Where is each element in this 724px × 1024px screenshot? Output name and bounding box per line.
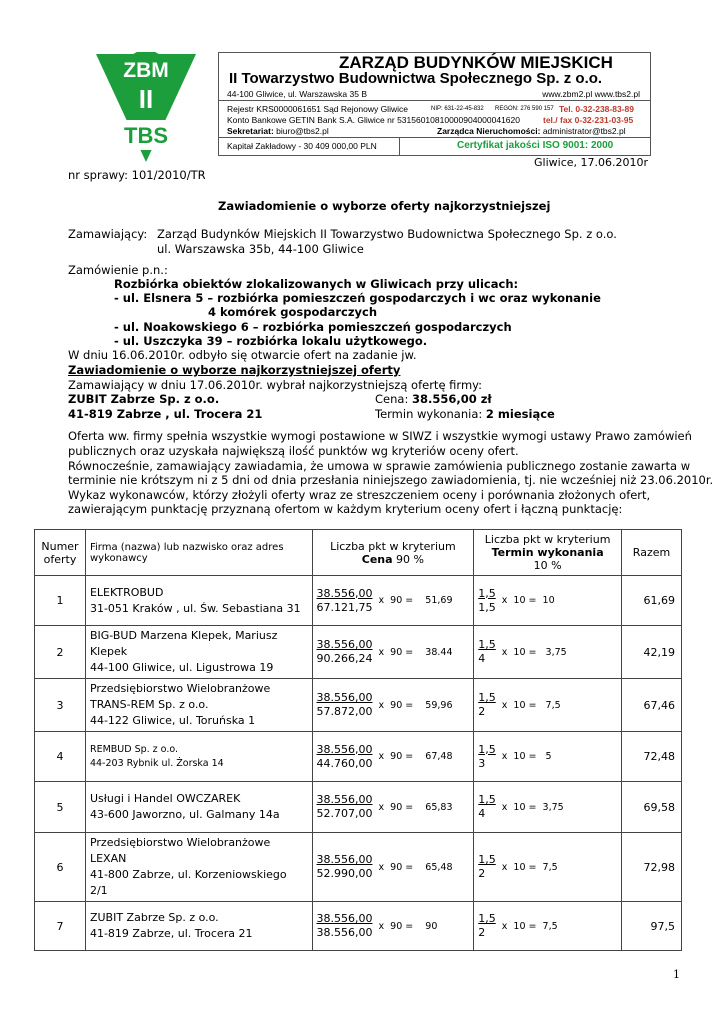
cell-sum: 72,98 <box>622 833 682 902</box>
cell-term-score <box>474 782 622 833</box>
table-row <box>35 833 682 902</box>
table-row <box>35 732 682 782</box>
company-www: www.zbm2.pl www.tbs2.pl <box>542 89 640 99</box>
cell-number: 4 <box>35 732 86 782</box>
ordering-label: Zamawiający: <box>68 227 148 241</box>
paragraph-line-1: Oferta ww. firmy spełnia wszystkie wymogi postawione w SIWZ i wszystkie wymogi ustawy Prawo zamówień <box>68 429 692 443</box>
cell-price-score <box>312 782 474 833</box>
header-firm: Firma (nazwa) lub nazwisko oraz adres wykonawcy <box>85 530 312 576</box>
term-numerator: 1,5 <box>478 691 496 704</box>
price-denominator: 52.707,00 <box>316 807 373 820</box>
cell-term-score <box>474 679 622 732</box>
cell-price-score <box>312 902 474 951</box>
cell-price-score <box>312 732 474 782</box>
price-denominator: 44.760,00 <box>316 756 373 770</box>
cell-sum: 61,69 <box>622 576 682 626</box>
cell-sum: 69,58 <box>622 782 682 833</box>
price-multiplier: x 90 = 59,96 <box>378 699 453 711</box>
cell-price-score <box>312 576 474 626</box>
cell-firm: Usługi i Handel OWCZAREK 43-600 Jaworzno, ul. Galmany 14a <box>85 782 312 833</box>
paragraph-line-2: publicznych oraz uzyskała największą ilość punktów wg kryteriów oceny ofert. <box>68 444 519 458</box>
term-numerator: 1,5 <box>478 912 496 925</box>
term-numerator: 1,5 <box>478 853 496 866</box>
cell-price-score <box>312 626 474 679</box>
price-numerator: 38.556,00 <box>316 638 373 651</box>
term-multiplier: x 10 = 10 <box>501 595 555 606</box>
term-numerator: 1,5 <box>478 742 496 756</box>
offers-table <box>34 529 682 951</box>
term-denominator: 4 <box>478 807 486 820</box>
winner-price: Cena: 38.556,00 zł <box>375 392 492 406</box>
logo-text-zbm: ZBM <box>123 59 169 82</box>
order-label: Zamówienie p.n.: <box>68 263 168 277</box>
rejestr: Rejestr KRS0000061651 Sąd Rejonowy Gliwice <box>227 104 408 114</box>
header-price: Liczba pkt w kryterium Cena 90 % <box>312 530 474 576</box>
paragraph-line-5: Wykaz wykonawców, którzy złożyli oferty wraz ze streszczeniem oceny i porównania złożonych ofert, <box>68 488 651 502</box>
cell-number: 1 <box>35 576 86 626</box>
price-multiplier: x 90 = 67,48 <box>378 751 453 762</box>
term-denominator: 1,5 <box>478 600 496 614</box>
order-line-2: - ul. Elsnera 5 – rozbiórka pomieszczeń gospodarczych i wc oraz wykonanie <box>114 291 601 305</box>
cell-sum: 72,48 <box>622 732 682 782</box>
cell-firm: REMBUD Sp. z o.o. 44-203 Rybnik ul. Żorska 14 <box>85 732 312 782</box>
price-multiplier: x 90 = 65,83 <box>378 801 453 813</box>
price-multiplier: x 90 = 65,48 <box>378 861 453 873</box>
cell-number: 3 <box>35 679 86 732</box>
price-numerator: 38.556,00 <box>316 691 373 704</box>
nip: NIP: 631-22-45-832 <box>431 106 484 112</box>
case-number: nr sprawy: 101/2010/TR <box>68 168 206 182</box>
paragraph-line-6: zawierającym punktację przyznaną ofertom w każdym kryterium oceny ofert i łączną punktację: <box>68 502 623 516</box>
price-numerator: 38.556,00 <box>316 742 373 756</box>
letterhead <box>218 52 651 156</box>
term-multiplier: x 10 = 7,5 <box>501 861 558 873</box>
regon: REGON: 276 590 157 <box>495 106 554 112</box>
page-number: 1 <box>673 968 680 981</box>
winner-address: 41-819 Zabrze , ul. Trocera 21 <box>68 407 263 421</box>
price-numerator: 38.556,00 <box>316 912 373 925</box>
table-row <box>35 782 682 833</box>
price-denominator: 38.556,00 <box>316 926 373 939</box>
price-numerator: 38.556,00 <box>316 586 373 600</box>
company-address: 44-100 Gliwice, ul. Warszawska 35 B <box>227 89 367 99</box>
header-number: Numer oferty <box>35 530 86 576</box>
price-multiplier: x 90 = 51,69 <box>378 595 453 606</box>
winner-name: ZUBIT Zabrze Sp. z o.o. <box>68 392 220 406</box>
cell-term-score <box>474 576 622 626</box>
telfax: tel./ fax 0-32-231-03-95 <box>543 115 634 125</box>
order-line-5: - ul. Uszczyka 39 – rozbiórka lokalu użytkowego. <box>114 334 428 348</box>
cell-number: 5 <box>35 782 86 833</box>
term-numerator: 1,5 <box>478 586 496 600</box>
price-denominator: 52.990,00 <box>316 867 373 880</box>
order-line-1: Rozbiórka obiektów zlokalizowanych w Gliwicach przy ulicach: <box>114 277 519 291</box>
cell-number: 2 <box>35 626 86 679</box>
table-header <box>35 530 682 576</box>
cell-term-score <box>474 833 622 902</box>
term-denominator: 4 <box>478 652 486 665</box>
term-multiplier: x 10 = 3,75 <box>501 646 567 658</box>
cell-number: 6 <box>35 833 86 902</box>
cell-firm: ZUBIT Zabrze Sp. z o.o. 41-819 Zabrze, ul. Trocera 21 <box>85 902 312 951</box>
cell-firm: BIG-BUD Marzena Klepek, Mariusz Klepek 44-100 Gliwice, ul. Ligustrowa 19 <box>85 626 312 679</box>
certificate: Certyfikat jakości ISO 9001: 2000 <box>457 140 614 151</box>
choice-heading: Zawiadomienie o wyborze najkorzystniejszej oferty <box>68 363 401 377</box>
company-subtitle: II Towarzystwo Budownictwa Społecznego Sp. z o.o. <box>229 70 603 87</box>
paragraph-line-3: Równocześnie, zamawiający zawiadamia, że umowa w sprawie zamówienia publicznego zostanie zawarta w <box>68 459 691 473</box>
term-denominator: 2 <box>478 926 486 939</box>
letter-date: Gliwice, 17.06.2010r <box>534 156 649 169</box>
term-multiplier: x 10 = 3,75 <box>501 801 564 813</box>
company-title: ZARZĄD BUDYNKÓW MIEJSKICH <box>339 53 613 72</box>
price-denominator: 90.266,24 <box>316 652 373 665</box>
term-numerator: 1,5 <box>478 638 496 651</box>
cell-term-score <box>474 626 622 679</box>
ordering-address: ul. Warszawska 35b, 44-100 Gliwice <box>157 242 364 256</box>
price-multiplier: x 90 = 90 <box>378 920 438 932</box>
table-row <box>35 626 682 679</box>
cell-sum: 42,19 <box>622 626 682 679</box>
phone: Tel. 0-32-238-83-89 <box>559 104 634 114</box>
header-sum: Razem <box>622 530 682 576</box>
bank-account: Konto Bankowe GETIN Bank S.A. Gliwice nr 53156010810000904000041620 <box>227 115 520 125</box>
price-denominator: 57.872,00 <box>316 705 373 718</box>
order-line-3: 4 komórek gospodarczych <box>208 305 378 319</box>
term-multiplier: x 10 = 7,5 <box>501 699 561 711</box>
zbm-logo <box>96 52 196 164</box>
opening-info: W dniu 16.06.2010r. odbyło się otwarcie ofert na zadanie jw. <box>68 348 417 362</box>
capital: Kapitał Zakładowy - 30 409 000,00 PLN <box>227 141 377 151</box>
cell-firm: Przedsiębiorstwo Wielobranżowe TRANS-REM Sp. z o.o. 44-122 Gliwice, ul. Toruńska 1 <box>85 679 312 732</box>
term-denominator: 3 <box>478 756 486 770</box>
price-multiplier: x 90 = 38.44 <box>378 646 453 658</box>
cell-firm: Przedsiębiorstwo Wielobranżowe LEXAN 41-800 Zabrze, ul. Korzeniowskiego 2/1 <box>85 833 312 902</box>
cell-term-score <box>474 902 622 951</box>
property-manager: Zarządca Nieruchomości: administrator@tbs2.pl <box>437 126 626 136</box>
order-line-4: - ul. Noakowskiego 6 – rozbiórka pomieszczeń gospodarczych <box>114 320 512 334</box>
table-row <box>35 902 682 951</box>
cell-term-score <box>474 732 622 782</box>
paragraph-line-4: terminie nie krótszym ni z 5 dni od dnia przesłania niniejszego zawiadomienia, tj. nie wcześniej niż 23.06.2010r. <box>68 473 714 487</box>
secretariat: Sekretariat: biuro@tbs2.pl <box>227 126 329 136</box>
logo-text-ii: II <box>138 84 154 114</box>
cell-sum: 67,46 <box>622 679 682 732</box>
table-row <box>35 679 682 732</box>
term-multiplier: x 10 = 7,5 <box>501 920 558 932</box>
price-numerator: 38.556,00 <box>316 853 373 866</box>
term-denominator: 2 <box>478 867 486 880</box>
price-denominator: 67.121,75 <box>316 600 373 614</box>
choice-text: Zamawiający w dniu 17.06.2010r. wybrał najkorzystniejszą ofertę firmy: <box>68 378 482 392</box>
cell-firm: ELEKTROBUD 31-051 Kraków , ul. Św. Sebastiana 31 <box>85 576 312 626</box>
price-numerator: 38.556,00 <box>316 793 373 806</box>
table-row <box>35 576 682 626</box>
winner-term: Termin wykonania: 2 miesiące <box>375 407 555 421</box>
cell-sum: 97,5 <box>622 902 682 951</box>
ordering-name: Zarząd Budynków Miejskich II Towarzystwo Budownictwa Społecznego Sp. z o.o. <box>157 227 617 241</box>
term-multiplier: x 10 = 5 <box>501 751 552 762</box>
header-term: Liczba pkt w kryterium Termin wykonania 10 % <box>474 530 622 576</box>
letter-heading: Zawiadomienie o wyborze oferty najkorzystniejszej <box>218 199 551 213</box>
term-numerator: 1,5 <box>478 793 496 806</box>
cell-price-score <box>312 679 474 732</box>
cell-number: 7 <box>35 902 86 951</box>
cell-price-score <box>312 833 474 902</box>
term-denominator: 2 <box>478 705 486 718</box>
logo-text-tbs: TBS <box>124 123 168 148</box>
